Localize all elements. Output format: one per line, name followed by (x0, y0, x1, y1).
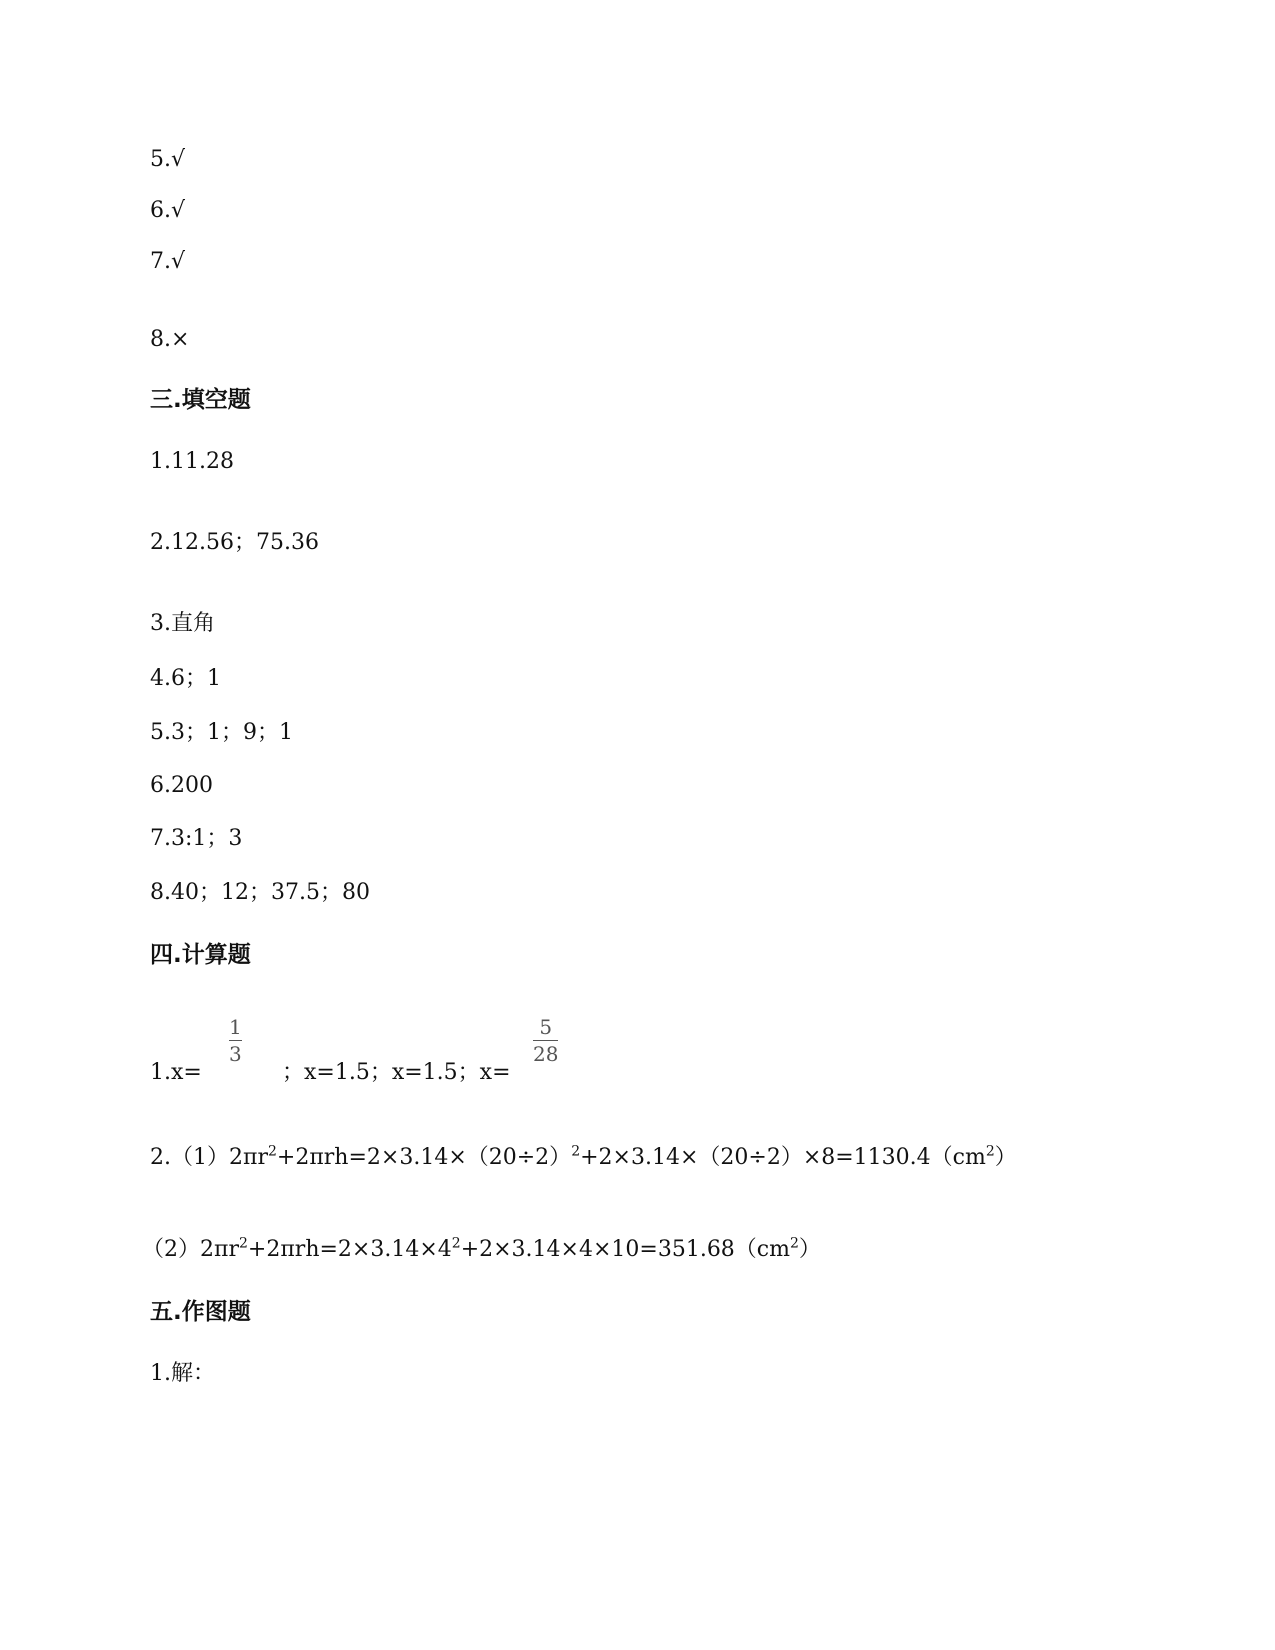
calc-text: ） (798, 1237, 821, 1262)
exponent: 2 (451, 1235, 461, 1252)
exponent: 2 (985, 1143, 995, 1160)
exponent: 2 (571, 1143, 581, 1160)
fraction-five-28 (533, 1016, 558, 1065)
calc-text: +2πrh=2×3.14×（20÷2） (276, 1145, 572, 1170)
fraction-denominator: 28 (533, 1042, 559, 1066)
answer-item: 1.11.28 (150, 449, 234, 474)
fraction-numerator: 5 (539, 1015, 553, 1039)
judge-item: 5.√ (150, 147, 186, 172)
answer-item: 3.直角 (150, 611, 215, 636)
calc-text: +2πrh=2×3.14×4 (247, 1237, 452, 1262)
section-heading: 四.计算题 (150, 942, 251, 968)
fraction-denominator: 3 (229, 1042, 242, 1066)
answer-item: 1.解： (150, 1361, 215, 1386)
exponent: 2 (790, 1235, 799, 1252)
answer-item: 5.3；1；9；1 (150, 720, 293, 745)
fraction-numerator: 1 (229, 1015, 242, 1039)
calc-text: ） (994, 1145, 1017, 1170)
judge-item: 8.× (150, 327, 190, 352)
answer-item: 6.200 (150, 773, 213, 798)
calc-item-3 (142, 1236, 821, 1264)
calc-text: +2×3.14×4×10=351.68（cm (460, 1237, 790, 1262)
judge-item: 7.√ (150, 249, 186, 274)
calc-item-2 (150, 1144, 1017, 1172)
fraction-one-third (229, 1016, 242, 1065)
fraction-bar (229, 1040, 242, 1041)
answer-item: 4.6；1 (150, 666, 221, 691)
calc-middle: ；x=1.5；x=1.5；x= (282, 1060, 511, 1085)
calc-text: （2）2πr (142, 1237, 239, 1262)
exponent: 2 (267, 1143, 277, 1160)
judge-item: 6.√ (150, 198, 186, 223)
calc-text: +2×3.14×（20÷2）×8=1130.4（cm (580, 1145, 986, 1170)
calc-text: 2.（1）2πr (150, 1145, 268, 1170)
answer-item: 7.3:1；3 (150, 826, 243, 851)
answer-item: 8.40；12；37.5；80 (150, 880, 370, 905)
section-heading: 五.作图题 (150, 1299, 251, 1325)
section-heading: 三.填空题 (150, 387, 251, 413)
calc-prefix: 1.x= (150, 1060, 202, 1085)
fraction-bar (533, 1040, 558, 1041)
exponent: 2 (238, 1235, 248, 1252)
answer-item: 2.12.56；75.36 (150, 530, 319, 555)
